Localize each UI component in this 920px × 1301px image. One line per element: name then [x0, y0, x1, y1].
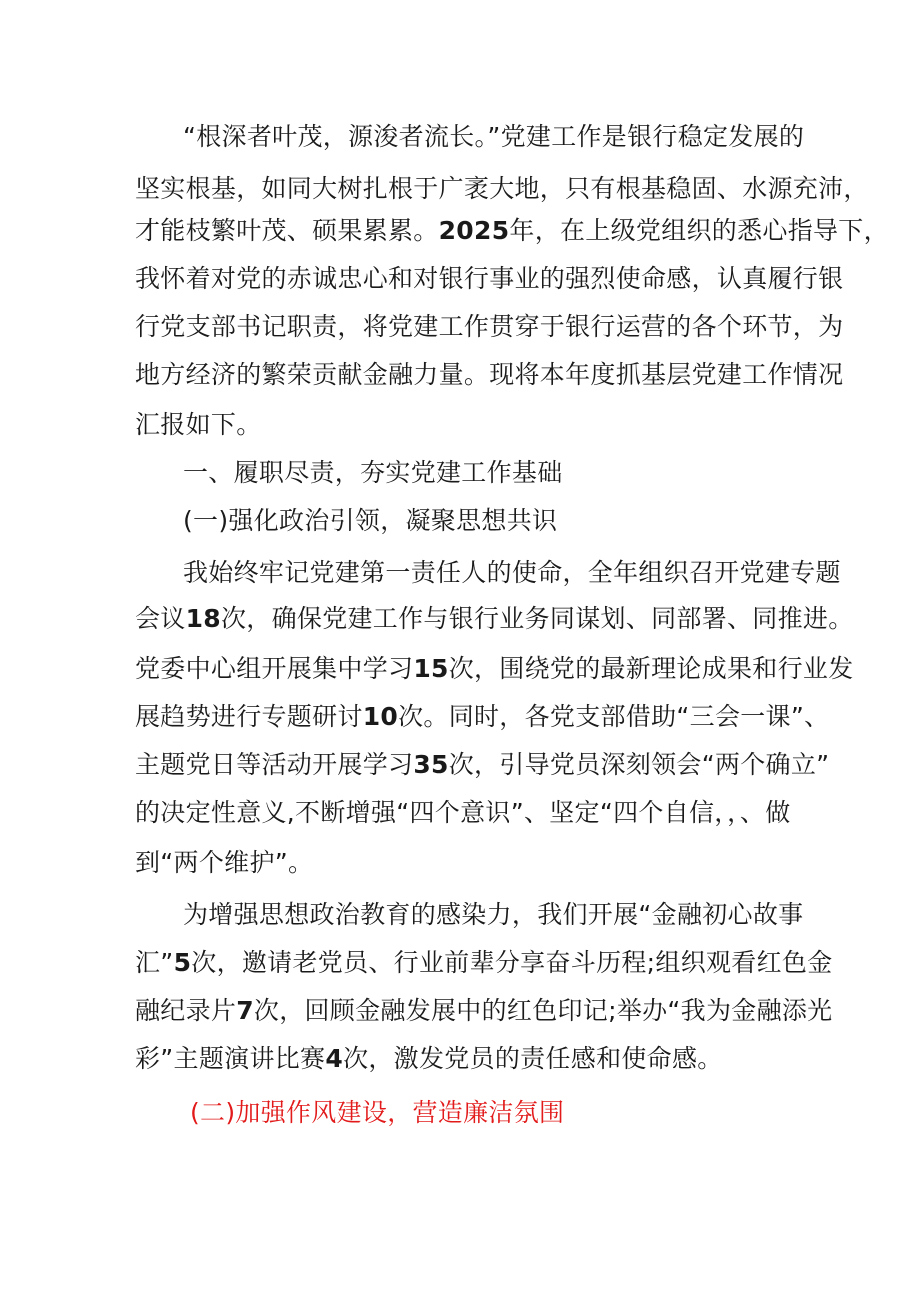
para2-line-4-num: 4 [325, 1044, 344, 1073]
section-1-heading: 一、履职尽责，夯实党建工作基础 [183, 458, 563, 487]
para2-line-3 [135, 994, 832, 1028]
intro-line-7: 汇报如下。 [135, 410, 262, 439]
para2-line-3-c: 次，回顾金融发展中的红色印记;举办“我为金融添光 [253, 996, 833, 1025]
para1-line-7: 到“两个维护”。 [135, 848, 314, 877]
para1-line-4 [135, 700, 829, 734]
para1-line-5-c: 次，引导党员深刻领会“两个确立” [448, 750, 830, 779]
para2-line-4-c: 次，激发党员的责任感和使命感。 [343, 1044, 723, 1073]
para1-line-3-a: 党委中心组开展集中学习 [135, 654, 414, 683]
para1-line-2-c: 次，确保党建工作与银行业务同谋划、同部署、同推进。 [221, 604, 854, 633]
para1-line-2 [135, 602, 854, 636]
para2-line-4 [135, 1042, 723, 1076]
para2-line-1: 为增强思想政治教育的感染力，我们开展“金融初心故事 [183, 900, 804, 929]
subsection-2-heading: (二)加强作风建设，营造廉洁氛围 [190, 1098, 565, 1127]
intro-year: 2025 [438, 216, 510, 245]
para1-line-5 [135, 748, 829, 782]
subsection-1-heading: (一)强化政治引领，凝聚思想共识 [183, 506, 558, 535]
para1-line-2-a: 会议 [135, 604, 186, 633]
para1-line-1: 我始终牢记党建第一责任人的使命，全年组织召开党建专题 [183, 558, 841, 587]
para2-line-2-a: 汇” [135, 948, 174, 977]
para1-line-2-num: 18 [185, 604, 221, 633]
para1-line-4-c: 次。同时，各党支部借助“三会一课”、 [398, 702, 830, 731]
para1-line-5-a: 主题党日等活动开展学习 [135, 750, 414, 779]
para1-line-3 [135, 652, 854, 686]
para2-line-2 [135, 946, 833, 980]
para2-line-3-a: 融纪录片 [135, 996, 237, 1025]
para1-line-3-num: 15 [413, 654, 449, 683]
para2-line-2-c: 次，邀请老党员、行业前辈分享奋斗历程;组织观看红色金 [191, 948, 833, 977]
para1-line-5-num: 35 [413, 750, 449, 779]
para1-line-6: 的决定性意义,不断增强“四个意识”、坚定“四个自信，，、做 [135, 798, 791, 827]
para2-line-4-a: 彩”主题演讲比赛 [135, 1044, 326, 1073]
para1-line-4-num: 10 [362, 702, 399, 731]
para2-line-3-num: 7 [236, 996, 254, 1025]
intro-line-2: 坚实根基，如同大树扎根于广袤大地，只有根基稳固、水源充沛， [135, 174, 869, 203]
intro-line-6: 地方经济的繁荣贡献金融力量。现将本年度抓基层党建工作情况 [135, 360, 844, 389]
intro-line-5: 行党支部书记职责，将党建工作贯穿于银行运营的各个环节，为 [135, 312, 844, 341]
para1-line-4-a: 展趋势进行专题研讨 [135, 702, 363, 731]
para2-line-2-num: 5 [173, 948, 192, 977]
para1-line-3-c: 次，围绕党的最新理论成果和行业发 [448, 654, 854, 683]
intro-line-3-text: 才能枝繁叶茂、硕果累累。 [135, 216, 439, 245]
intro-line-1: “根深者叶茂，源浚者流长。”党建工作是银行稳定发展的 [183, 122, 805, 151]
intro-line-3-rest: 年，在上级党组织的悉心指导下， [509, 216, 889, 245]
intro-line-3 [135, 214, 889, 248]
intro-line-4: 我怀着对党的赤诚忠心和对银行事业的强烈使命感，认真履行银 [135, 264, 844, 293]
